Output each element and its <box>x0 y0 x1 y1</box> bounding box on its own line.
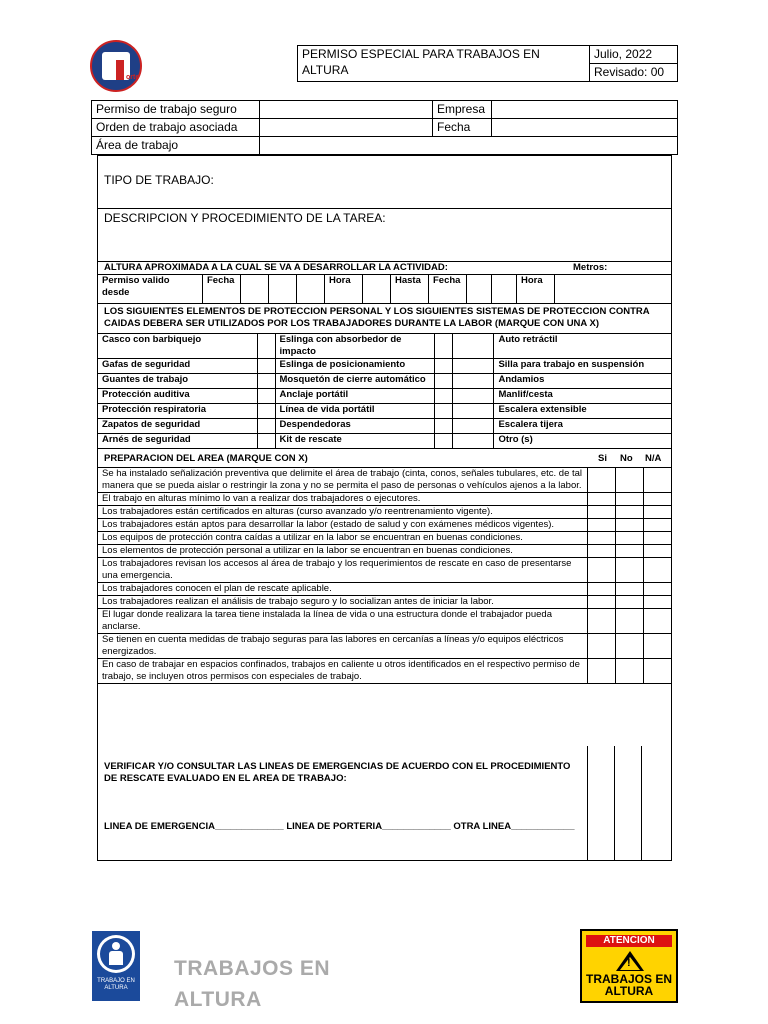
check-box[interactable] <box>588 659 616 684</box>
check-text: Los trabajadores conocen el plan de rescate aplicable. <box>98 583 588 596</box>
check-box[interactable] <box>644 558 672 583</box>
footer-text: TRABAJOS EN ALTURA <box>174 957 331 1011</box>
check-text: Los trabajadores revisan los accesos al área de trabajo y los requerimientos de rescate en caso de presentarse una emergencia. <box>98 558 588 583</box>
check-box[interactable] <box>616 609 644 634</box>
check-box[interactable] <box>644 609 672 634</box>
check-row <box>98 659 672 684</box>
equipment-item: Otro (s) <box>494 434 672 449</box>
equipment-checkbox[interactable] <box>257 334 275 359</box>
equipment-checkbox[interactable] <box>435 334 453 359</box>
equipment-checkbox[interactable] <box>453 434 494 449</box>
check-text: Los trabajadores están certificados en alturas (curso avanzado y/o reentrenamiento vigente). <box>98 506 588 519</box>
trabajo-en-altura-sign-icon: TRABAJO EN ALTURA <box>92 931 140 1001</box>
no-label: No <box>620 453 633 464</box>
check-box[interactable] <box>616 558 644 583</box>
label-fecha: Fecha <box>433 119 492 137</box>
check-text: Los elementos de protección personal a utilizar en la labor se encuentran en buenas condiciones. <box>98 545 588 558</box>
check-box[interactable] <box>588 634 616 659</box>
value-area[interactable] <box>260 137 678 155</box>
equipment-checkbox[interactable] <box>435 434 453 449</box>
equipment-item: Kit de rescate <box>275 434 435 449</box>
form-revision: Revisado: 00 <box>590 64 678 82</box>
check-text: El trabajo en alturas mínimo lo van a realizar dos trabajadores o ejecutores. <box>98 493 588 506</box>
equipment-row <box>98 419 672 434</box>
check-box[interactable] <box>616 583 644 596</box>
equipment-checkbox[interactable] <box>257 434 275 449</box>
checks-table <box>97 467 672 684</box>
label-orden: Orden de trabajo asociada <box>92 119 260 137</box>
equipment-checkbox[interactable] <box>453 334 494 359</box>
label-empresa: Empresa <box>433 101 492 119</box>
verificar-text: VERIFICAR Y/O CONSULTAR LAS LINEAS DE EMERGENCIAS DE ACUERDO CON EL PROCEDIMIENTO DE RESCATE EVALUADO EN EL AREA DE TRABAJO: <box>104 761 571 784</box>
check-box[interactable] <box>644 583 672 596</box>
check-box[interactable] <box>588 532 616 545</box>
equipment-checkbox[interactable] <box>453 419 494 434</box>
check-text: El lugar donde realizara la tarea tiene instalada la línea de vida o una estructura donde el trabajador pueda anclarse. <box>98 609 588 634</box>
equipment-item: Protección auditiva <box>98 389 258 404</box>
equipment-checkbox[interactable] <box>257 404 275 419</box>
check-box[interactable] <box>616 532 644 545</box>
lineas-text: LINEA DE EMERGENCIA_____________ LINEA DE PORTERIA_____________ OTRA LINEA____________ <box>104 821 575 832</box>
info-table <box>91 100 678 155</box>
check-box[interactable] <box>644 545 672 558</box>
company-logo: orte <box>90 40 142 92</box>
check-box[interactable] <box>644 596 672 609</box>
equipment-item: Arnés de seguridad <box>98 434 258 449</box>
equipment-row <box>98 374 672 389</box>
equipment-checkbox[interactable] <box>453 374 494 389</box>
equipment-item: Manlif/cesta <box>494 389 672 404</box>
check-box[interactable] <box>616 596 644 609</box>
check-text: Se tienen en cuenta medidas de trabajo seguras para las labores en cercanías a líneas y/o equipos eléctricos energizados. <box>98 634 588 659</box>
check-row <box>98 634 672 659</box>
check-row <box>98 545 672 558</box>
validity-row: Permiso valido desde Fecha Hora Hasta Fecha Hora <box>97 274 672 304</box>
equipment-checkbox[interactable] <box>257 419 275 434</box>
equipment-item: Protección respiratoria <box>98 404 258 419</box>
main-table <box>97 155 672 262</box>
check-box[interactable] <box>644 532 672 545</box>
check-box[interactable] <box>616 519 644 532</box>
check-row <box>98 519 672 532</box>
equipment-row <box>98 404 672 419</box>
equipment-item: Guantes de trabajo <box>98 374 258 389</box>
check-text: Los trabajadores están aptos para desarrollar la labor (estado de salud y con exámenes médicos vigentes). <box>98 519 588 532</box>
si-label: Si <box>598 453 607 464</box>
equipment-checkbox[interactable] <box>435 374 453 389</box>
check-row <box>98 532 672 545</box>
equipment-checkbox[interactable] <box>435 389 453 404</box>
equipment-checkbox[interactable] <box>257 374 275 389</box>
check-text: En caso de trabajar en espacios confinados, trabajos en caliente u otros identificados en el respectivo permiso de trabajo, se incluyen otros permisos con especiales de trabajo. <box>98 659 588 684</box>
check-box[interactable] <box>588 493 616 506</box>
equipment-item: Despendedoras <box>275 419 435 434</box>
value-permiso[interactable] <box>260 101 433 119</box>
label-permiso: Permiso de trabajo seguro <box>92 101 260 119</box>
equipment-checkbox[interactable] <box>435 359 453 374</box>
check-box[interactable] <box>588 468 616 493</box>
equipment-item: Casco con barbiquejo <box>98 334 258 359</box>
check-box[interactable] <box>644 493 672 506</box>
form-title: PERMISO ESPECIAL PARA TRABAJOS EN ALTURA <box>298 46 590 82</box>
equipment-item: Mosquetón de cierre automático <box>275 374 435 389</box>
check-box[interactable] <box>588 609 616 634</box>
check-box[interactable] <box>588 583 616 596</box>
descripcion[interactable]: DESCRIPCION Y PROCEDIMIENTO DE LA TAREA: <box>98 209 672 262</box>
warning-sign-icon: ATENCION ! TRABAJOS EN ALTURA <box>580 929 678 1003</box>
equipment-item: Escalera extensible <box>494 404 672 419</box>
equipment-item: Zapatos de seguridad <box>98 419 258 434</box>
elementos-title: LOS SIGUIENTES ELEMENTOS DE PROTECCION PERSONAL Y LOS SIGUIENTES SISTEMAS DE PROTECCION CONTRA CAIDAS DEBERA SER UTILIZADOS POR LOS TRABAJADORES DURANTE LA LABOR (MARQUE CON UNA X) <box>104 306 650 329</box>
check-row <box>98 609 672 634</box>
check-text: Se ha instalado señalización preventiva que delimite el área de trabajo (cinta, conos, señales tubulares, etc. de tal manera que se pueda aislar o restringir la zona y no se permita el paso de personas o vehículos ajenos a la labor. <box>98 468 588 493</box>
check-row <box>98 558 672 583</box>
check-row <box>98 468 672 493</box>
equipment-item: Anclaje portátil <box>275 389 435 404</box>
equipment-row <box>98 359 672 374</box>
equipment-item: Eslinga con absorbedor de impacto <box>275 334 435 359</box>
equipment-item: Auto retráctil <box>494 334 672 359</box>
equipment-item: Andamios <box>494 374 672 389</box>
form-date: Julio, 2022 <box>590 46 678 64</box>
equipment-checkbox[interactable] <box>453 404 494 419</box>
equipment-item: Gafas de seguridad <box>98 359 258 374</box>
equipment-row <box>98 389 672 404</box>
check-box[interactable] <box>588 519 616 532</box>
check-box[interactable] <box>644 468 672 493</box>
check-box[interactable] <box>644 659 672 684</box>
preparacion-title: PREPARACION DEL AREA (MARQUE CON X) <box>104 453 308 464</box>
check-row <box>98 583 672 596</box>
equipment-checkbox[interactable] <box>453 389 494 404</box>
equipment-checkbox[interactable] <box>453 359 494 374</box>
na-label: N/A <box>645 453 662 464</box>
check-row <box>98 506 672 519</box>
check-box[interactable] <box>644 506 672 519</box>
check-box[interactable] <box>644 519 672 532</box>
check-box[interactable] <box>588 558 616 583</box>
check-box[interactable] <box>588 596 616 609</box>
equipment-checkbox[interactable] <box>257 359 275 374</box>
check-box[interactable] <box>616 493 644 506</box>
value-empresa[interactable] <box>492 101 678 119</box>
equipment-item: Línea de vida portátil <box>275 404 435 419</box>
equipment-checkbox[interactable] <box>257 389 275 404</box>
check-box[interactable] <box>616 468 644 493</box>
equipment-item: Escalera tijera <box>494 419 672 434</box>
check-box[interactable] <box>588 545 616 558</box>
label-area: Área de trabajo <box>92 137 260 155</box>
check-row <box>98 596 672 609</box>
check-row <box>98 493 672 506</box>
metros-label: Metros: <box>573 262 608 273</box>
permiso-valido: Permiso valido desde <box>98 275 203 304</box>
equipment-row <box>98 434 672 449</box>
check-text: Los trabajadores realizan el análisis de trabajo seguro y lo socializan antes de iniciar la labor. <box>98 596 588 609</box>
equipment-row <box>98 334 672 359</box>
equipment-item: Silla para trabajo en suspensión <box>494 359 672 374</box>
check-box[interactable] <box>616 634 644 659</box>
altura-label: ALTURA APROXIMADA A LA CUAL SE VA A DESARROLLAR LA ACTIVIDAD: <box>104 262 448 273</box>
check-box[interactable] <box>616 545 644 558</box>
equipment-table <box>97 333 672 449</box>
check-box[interactable] <box>588 506 616 519</box>
header-table <box>297 45 678 82</box>
check-text: Los equipos de protección contra caídas a utilizar en la labor se encuentran en buenas condiciones. <box>98 532 588 545</box>
check-box[interactable] <box>644 634 672 659</box>
check-box[interactable] <box>616 659 644 684</box>
equipment-checkbox[interactable] <box>435 404 453 419</box>
equipment-checkbox[interactable] <box>435 419 453 434</box>
equipment-item: Eslinga de posicionamiento <box>275 359 435 374</box>
value-fecha[interactable] <box>492 119 678 137</box>
value-orden[interactable] <box>260 119 433 137</box>
check-box[interactable] <box>616 506 644 519</box>
tipo-trabajo[interactable]: TIPO DE TRABAJO: <box>98 156 672 209</box>
